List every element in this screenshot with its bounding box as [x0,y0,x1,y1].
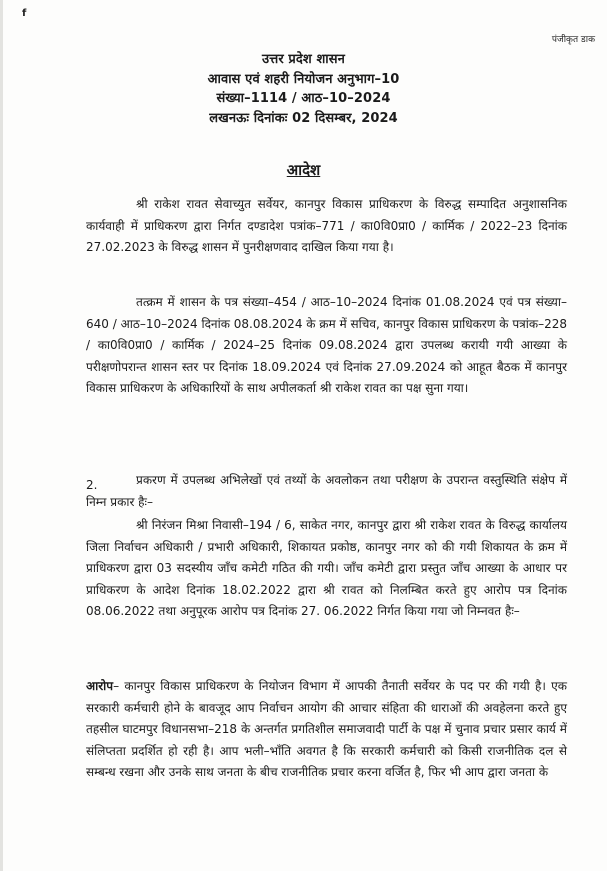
paragraph-2-text: तत्क्रम में शासन के पत्र संख्या–454 / आठ–10–2024 दिनांक 01.08.2024 एवं पत्र संख्या–640 / आठ–10–2024 दिनांक 08.08.2024 के क्रम में सचिव, कानपुर विकास प्राधिकरण के पत्रांक–228 / का0वि0प्रा0 / कार्मिक / 2024–25 दिनांक 09.08.2024 द्वारा उपलब्ध करायी गयी आख्या के परीक्षणोपरान्त शासन स्तर पर दिनांक 18.09.2024 एवं दिनांक 27.09.2024 को आहूत बैठक में कानपुर विकास प्राधिकरण के अधिकारियों के साथ अपीलकर्ता श्री राकेश रावत का पक्ष सुना गया। [86,295,567,396]
charge-label: आरोप [86,679,114,693]
paragraph-2 [86,292,567,400]
order-title: आदेश [286,161,321,179]
page-edge-shadow [0,0,3,871]
letter-header [0,50,607,128]
charge-text: – कानपुर विकास प्राधिकरण के नियोजन विभाग में आपकी तैनाती सर्वेयर के पद पर की गयी है। एक सरकारी कर्मचारी होने के बावजूद आप निर्वाचन आयोग की आचार संहिता की धाराओं की अवहेलना करते हुए तहसील घाटमपुर विधानसभा–218 के अन्तर्गत प्रगतिशील समाजवादी पार्टी के पक्ष में चुनाव प्रचार प्रसार कार्य में संलिप्तता प्रदर्शित हो रही है। आप भली–भाँति अवगत है कि सरकारी कर्मचारी को किसी राजनीतिक दल से सम्बन्ध रखना और उनके साथ जनता के बीच राजनीतिक प्रचार करना वर्जित है, फिर भी आप द्वारा जनता के [86,679,567,780]
paragraph-4-text: श्री निरंजन मिश्रा निवासी–194 / 6, साकेत नगर, कानपुर द्वारा श्री राकेश रावत के विरुद्ध कार्यालय जिला निर्वाचन अधिकारी / प्रभारी अधिकारी, शिकायत प्रकोष्ठ, कानपुर नगर को की गयी शिकायत के क्रम में प्राधिकरण द्वारा 03 सदस्यीय जाँच कमेटी गठित की गयी। जाँच कमेटी द्वारा प्रस्तुत जाँच आख्या के आधार पर प्राधिकरण के आदेश दिनांक 18.02.2022 द्वारा श्री रावत को निलम्बित करते हुए आरोप पत्र दिनांक 08.06.2022 तथा अनुपूरक आरोप पत्र दिनांक 27. 06.2022 निर्गत किया गया जो निम्नवत हैः– [86,518,567,619]
paragraph-4 [86,515,567,623]
paragraph-3 [86,470,567,513]
paragraph-3-text: प्रकरण में उपलब्ध अभिलेखों एवं तथ्यों के अवलोकन तथा परीक्षण के उपरान्त वस्तुस्थिति संक्षेप में निम्न प्रकार हैः– [86,473,567,509]
header-department: आवास एवं शहरी नियोजन अनुभाग–10 [207,71,400,87]
header-reference-number: संख्या–1114 / आठ–10–2024 [216,91,391,106]
paragraph-3-number: 2. [86,478,98,492]
corner-mark: f [22,8,27,19]
paragraph-1-text: श्री राकेश रावत सेवाच्युत सर्वेयर, कानपुर विकास प्राधिकरण के विरुद्ध सम्पादित अनुशासनिक कार्यवाही में प्राधिकरण द्वारा निर्गत दण्डादेश पत्रांक–771 / का0वि0प्रा0 / कार्मिक / 2022–23 दिनांक 27.02.2023 के विरुद्ध शासन में पुनरीक्षणवाद दाखिल किया गया है। [86,197,567,255]
header-place-date: लखनऊः दिनांकः 02 दिसम्बर, 2024 [209,110,398,126]
header-government: उत्तर प्रदेश शासन [262,52,345,67]
registered-post-label: पंजीकृत डाक [551,35,595,45]
charge-text-wrapper [86,676,567,784]
charge-paragraph [86,676,567,784]
paragraph-1 [86,194,567,259]
